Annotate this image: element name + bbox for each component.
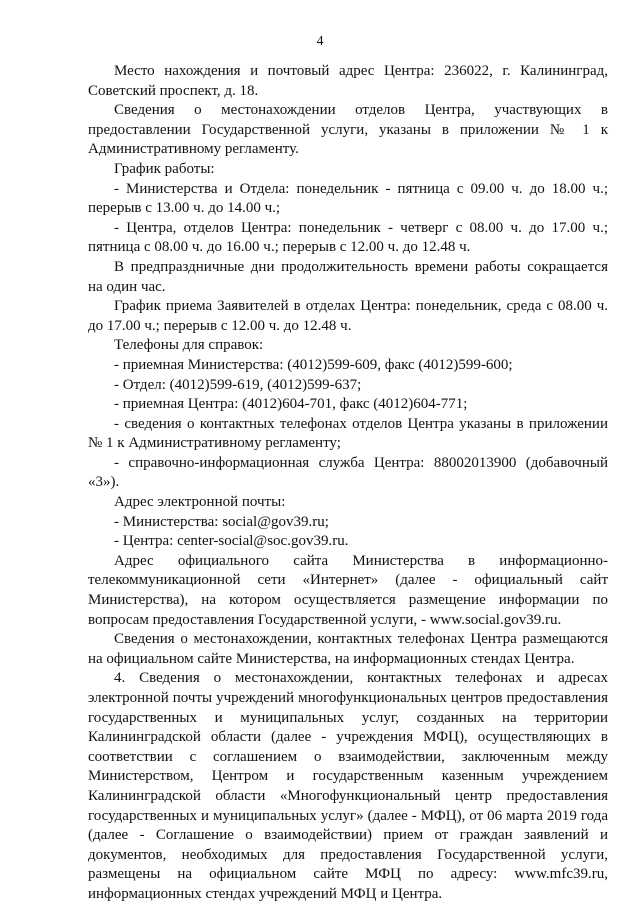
page-number: 4 [316,34,324,49]
paragraph-department-phone: - Отдел: (4012)599-619, (4012)599-637; [114,376,362,393]
paragraph-website: Адрес официального сайта Министерства в информационно-телекоммуникационной сети «Интернет» (далее - официальный сайт Министерства), на котором осуществляется размещение информации по вопросам предоставления Государственной услуги, - www.social.gov39.ru. [88,552,608,628]
paragraph-phones-heading: Телефоны для справок: [114,337,264,354]
paragraph-ministry-schedule: - Министерства и Отдела: понедельник - пятница с 09.00 ч. до 18.00 ч.; перерыв с 13.00 ч. до 14.00 ч.; [88,180,608,217]
paragraph-departments-info: Сведения о местонахождении отделов Центра, участвующих в предоставлении Государственной услуги, указаны в приложении № 1 к Административному регламенту. [88,102,608,158]
paragraph-ministry-email: - Министерства: social@gov39.ru; [114,513,329,530]
paragraph-departments-phones: - сведения о контактных телефонах отделов Центра указаны в приложении № 1 к Административному регламенту; [88,415,608,452]
paragraph-center-schedule: - Центра, отделов Центра: понедельник - четверг с 08.00 ч. до 17.00 ч.; пятница с 08.00 ч. до 16.00 ч.; перерыв с 12.00 ч. до 12.48 ч. [88,219,608,256]
paragraph-center-info-placement: Сведения о местонахождении, контактных телефонах Центра размещаются на официальном сайте Министерства, на информационных стендах Центра. [88,631,608,667]
paragraph-mfc-info: 4. Сведения о местонахождении, контактных телефонах и адресах электронной почты учреждений многофункциональных центров предоставления государственных и муниципальных услуг, созданных на территории Калининградской области (далее - учреждения МФЦ), осуществляющих в соответствии с соглашением о взаимодействии, заключенным между Министерством, Центром и государственным казенным учреждением Калининградской области «Многофункциональный центр предоставления государственных и муниципальных услуг» (далее - МФЦ), от 06 марта 2019 года (далее - Соглашение о взаимодействии) прием от граждан заявлений и документов, необходимых для предоставления Государственной услуги, размещены на официальном сайте МФЦ по адресу: www.mfc39.ru, информационных стендах учреждений МФЦ и Центра. [88,670,608,902]
document-body [88,62,608,905]
paragraph-schedule-heading: График работы: [114,160,215,177]
paragraph-reception-schedule: График приема Заявителей в отделах Центра: понедельник, среда с 08.00 ч. до 17.00 ч.; перерыв с 12.00 ч. до 12.48 ч. [88,298,608,334]
paragraph-preholiday: В предпраздничные дни продолжительность времени работы сокращается на один час. [88,258,608,295]
paragraph-center-address: Место нахождения и почтовый адрес Центра: 236022, г. Калининград, Советский проспект, д. 18. [88,63,608,99]
paragraph-center-phone: - приемная Центра: (4012)604-701, факс (4012)604-771; [114,396,468,413]
paragraph-hotline: - справочно-информационная служба Центра: 88002013900 (добавочный «3»). [88,454,608,491]
paragraph-ministry-phone: - приемная Министерства: (4012)599-609, факс (4012)599-600; [114,356,513,373]
paragraph-center-email: - Центра: center-social@soc.gov39.ru. [114,533,349,550]
paragraph-email-heading: Адрес электронной почты: [114,494,286,511]
